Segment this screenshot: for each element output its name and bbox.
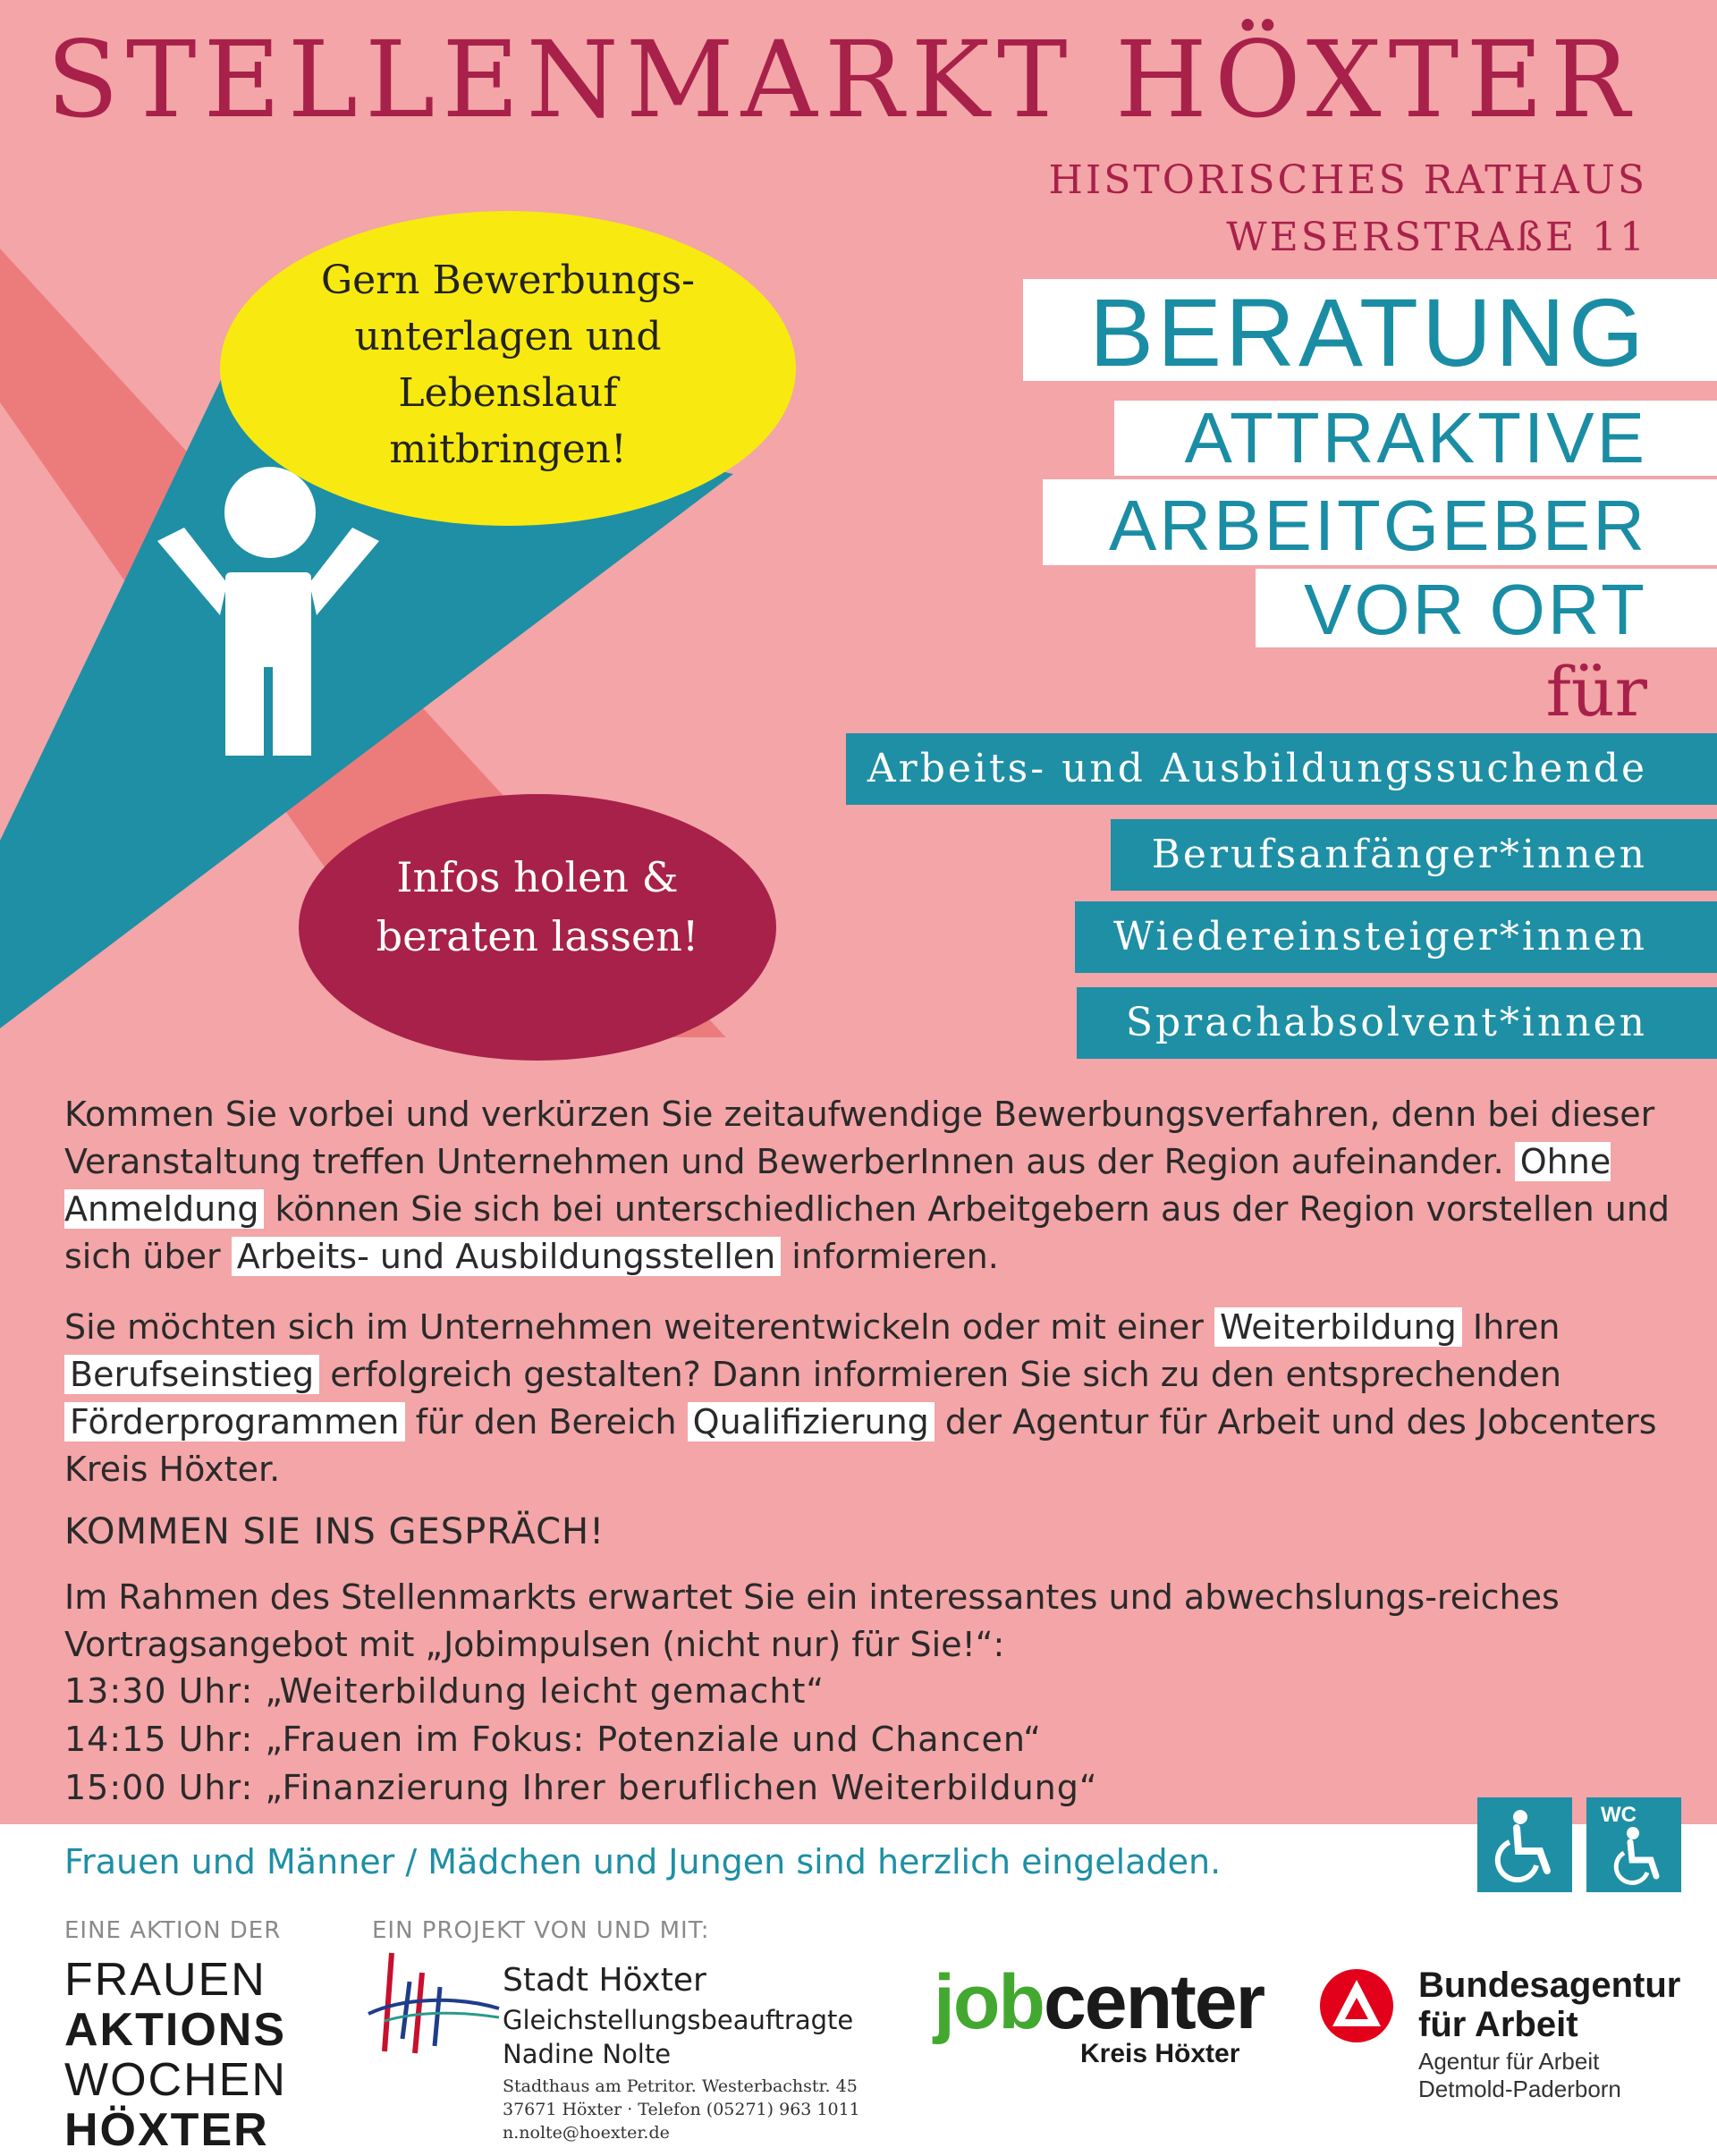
talks-intro: Im Rahmen des Stellenmarkts erwartet Sie ein interessantes und abwechslungs-reiches Vortragsangebot mit „Jobimpulsen (nicht nur) für Sie!“: — [64, 1577, 1560, 1664]
target-group-label: Berufsanfänger*innen — [1151, 832, 1647, 877]
bundesagentur-subtitle — [1418, 2048, 1621, 2103]
text: Sie möchten sich im Unternehmen weiterentwickeln oder mit einer — [64, 1307, 1214, 1347]
talk-title: „Frauen im Fokus: Potenziale und Chancen“ — [265, 1720, 1042, 1759]
yellow-bubble-line: Lebenslauf — [398, 370, 618, 416]
jobcenter-logo-job: job — [934, 1959, 1044, 2045]
stadt-name: Stadt Höxter — [503, 1962, 706, 1999]
highlight: Weiterbildung — [1214, 1307, 1462, 1347]
headline-line-1: ATTRAKTIVE — [1184, 398, 1647, 478]
ba-sub-line: Agentur für Arbeit — [1418, 2048, 1600, 2075]
invitation-line: Frauen und Männer / Mädchen und Jungen sind herzlich eingeladen. — [64, 1842, 1222, 1881]
talk-title: „Finanzierung Ihrer beruflichen Weiterbildung“ — [265, 1768, 1098, 1807]
wheelchair-icon — [1477, 1797, 1572, 1892]
highlight: Ohne Anmeldung — [64, 1142, 1611, 1229]
talk-title: „Weiterbildung leicht gemacht“ — [265, 1671, 825, 1711]
headline-box-3 — [1256, 569, 1717, 647]
logo-line: WOCHEN — [64, 2054, 287, 2106]
project-label: EIN PROJEKT VON UND MIT: — [372, 1917, 710, 1944]
intro-paragraph — [64, 1091, 1674, 1281]
beratung-box — [1023, 278, 1717, 386]
headline-line-2: ARBEITGEBER — [1108, 486, 1647, 565]
training-paragraph — [64, 1304, 1674, 1493]
text: Ihren — [1461, 1307, 1561, 1347]
text: für den Bereich — [404, 1402, 688, 1442]
stadt-phone: 37671 Höxter · Telefon (05271) 963 1011 — [503, 2100, 860, 2119]
stadt-contact-person: Nadine Nolte — [503, 2039, 672, 2069]
target-group-bar — [1111, 819, 1717, 891]
talk-time: 15:00 Uhr: — [64, 1768, 254, 1807]
talk-list — [64, 1667, 1098, 1812]
headline-box-2 — [1043, 479, 1717, 565]
bundesagentur-logo-icon — [1318, 1967, 1395, 2044]
ba-sub-line: Detmold-Paderborn — [1418, 2076, 1621, 2102]
highlight: Arbeits- und Ausbildungsstellen — [232, 1237, 782, 1276]
stadt-role: Gleichstellungsbeauftragte — [503, 2005, 854, 2035]
jobcenter-logo — [934, 1959, 1264, 2045]
beratung-label: BERATUNG — [1088, 278, 1647, 386]
target-group-label: Wiedereinsteiger*innen — [1113, 914, 1647, 960]
logo-line: HÖXTER — [64, 2104, 269, 2156]
wc-label: WC — [1601, 1803, 1637, 1827]
headline-box-1 — [1114, 398, 1717, 478]
wheelchair-access-icon — [1477, 1797, 1572, 1892]
yellow-bubble-line: mitbringen! — [389, 427, 627, 472]
target-group-label: Arbeits- und Ausbildungssuchende — [867, 746, 1647, 791]
yellow-bubble-text — [220, 252, 796, 478]
text: informieren. — [781, 1237, 999, 1276]
frauen-aktionswochen-logo — [64, 1955, 287, 2155]
logo-line: FRAUEN — [64, 1954, 266, 2006]
stadt-address: Stadthaus am Petritor. Westerbachstr. 45 — [503, 2076, 858, 2096]
page-title: STELLENMARKT HÖXTER — [47, 18, 1637, 141]
highlight: Förderprogrammen — [64, 1402, 405, 1442]
talk-item — [64, 1763, 1098, 1812]
red-bubble-line: Infos holen & — [396, 853, 679, 901]
stadt-hoexter-logo — [367, 1946, 501, 2062]
logo-line: AKTIONS — [64, 2004, 286, 2056]
target-group-bar — [846, 733, 1717, 805]
talk-item — [64, 1667, 1098, 1715]
target-group-bar — [1075, 901, 1717, 973]
jobcenter-logo-center: center — [1043, 1959, 1264, 2045]
talk-time: 13:30 Uhr: — [64, 1671, 254, 1711]
text: können Sie sich bei unterschiedlichen Arbeitgebern aus der Region vorstellen und sich über — [64, 1189, 1670, 1276]
stadt-email: n.nolte@hoexter.de — [503, 2123, 670, 2143]
address-line-1: HISTORISCHES RATHAUS — [1048, 157, 1647, 203]
yellow-bubble-line: Gern Bewerbungs- — [320, 258, 696, 303]
talk-time: 14:15 Uhr: — [64, 1720, 254, 1759]
ba-name-line: Bundesagentur — [1418, 1966, 1681, 2005]
target-group-bar — [1077, 987, 1717, 1059]
highlight: Berufseinstieg — [64, 1355, 319, 1394]
action-label: EINE AKTION DER — [64, 1917, 282, 1944]
section-heading: KOMMEN SIE INS GESPRÄCH! — [64, 1511, 605, 1552]
text: erfolgreich gestalten? Dann informieren Sie sich zu den entsprechenden — [319, 1355, 1562, 1394]
red-bubble-line: beraten lassen! — [376, 912, 699, 960]
fuer-label: für — [1545, 652, 1647, 731]
headline-line-3: VOR ORT — [1303, 570, 1647, 649]
address-line-2: WESERSTRAßE 11 — [1226, 215, 1647, 260]
accessible-wc-icon — [1586, 1797, 1681, 1892]
highlight: Qualifizierung — [688, 1402, 935, 1442]
ba-name-line: für Arbeit — [1418, 2005, 1578, 2044]
bundesagentur-name — [1418, 1966, 1680, 2044]
red-bubble-text — [299, 848, 776, 966]
yellow-bubble-line: unterlagen und — [354, 314, 662, 359]
target-group-label: Sprachabsolvent*innen — [1125, 1000, 1647, 1045]
talk-item — [64, 1715, 1098, 1763]
text: Kommen Sie vorbei und verkürzen Sie zeitaufwendige Bewerbungsverfahren, denn bei dieser Veranstaltung treffen Unternehmen und BewerberInnen aus der Region aufeinander. — [64, 1095, 1655, 1181]
text: der Agentur für Arbeit und des Jobcenters Kreis Höxter. — [64, 1402, 1657, 1489]
jobcenter-region: Kreis Höxter — [1080, 2039, 1240, 2068]
